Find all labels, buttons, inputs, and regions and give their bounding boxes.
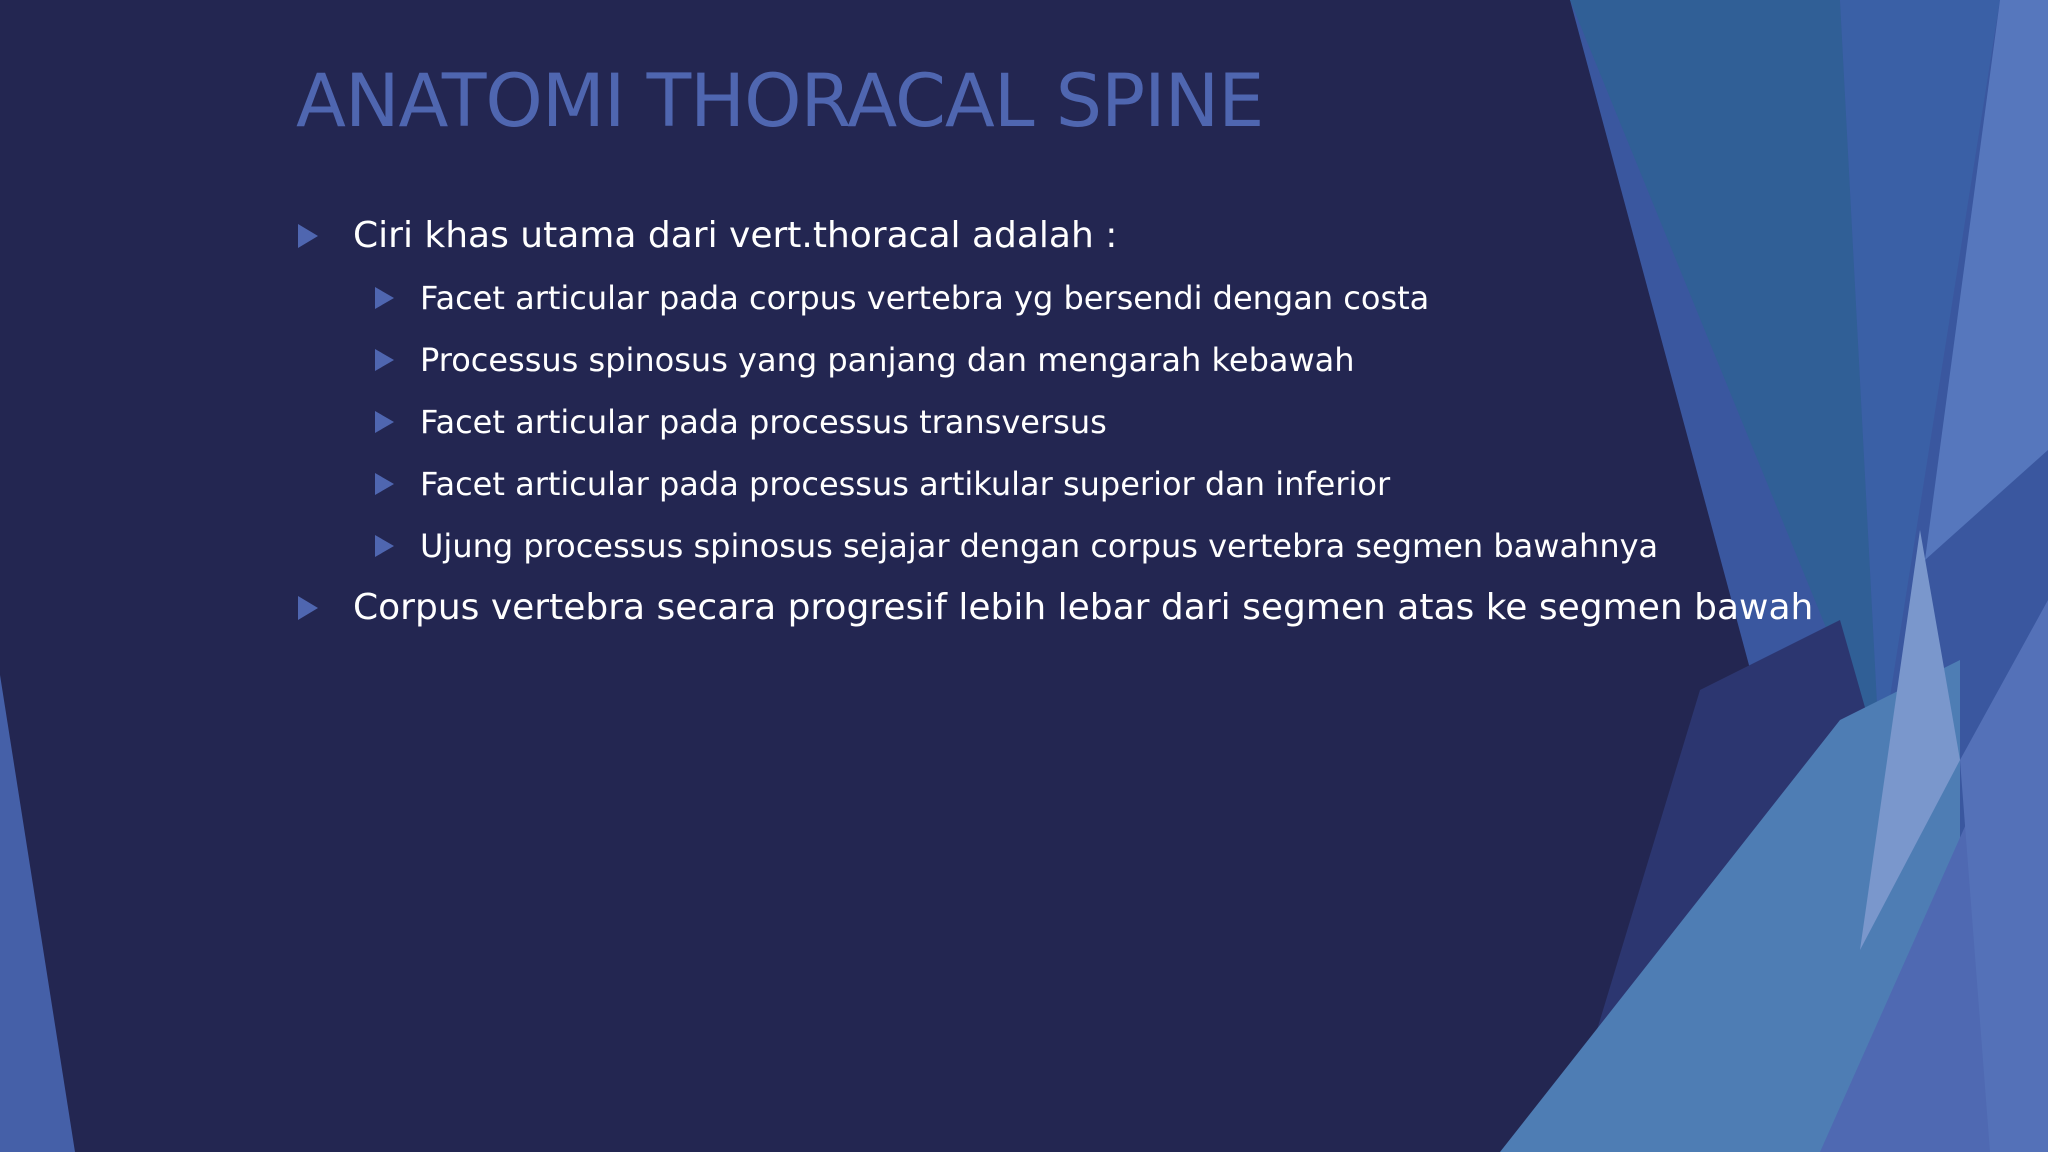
triangle-bullet-icon: [375, 535, 394, 557]
sub-bullet-item: [296, 329, 1813, 391]
sub-bullet-text: Facet articular pada processus artikular superior dan inferior: [420, 465, 1391, 503]
triangle-bullet-icon: [375, 473, 394, 495]
sub-bullet-text: Processus spinosus yang panjang dan mengarah kebawah: [420, 341, 1355, 379]
triangle-bullet-icon: [298, 596, 318, 620]
triangle-bullet-icon: [375, 349, 394, 371]
triangle-bullet-icon: [375, 287, 394, 309]
sub-bullet-text: Ujung processus spinosus sejajar dengan corpus vertebra segmen bawahnya: [420, 527, 1659, 565]
bullet-text: Ciri khas utama dari vert.thoracal adalah :: [353, 215, 1118, 256]
sub-bullet-text: Facet articular pada corpus vertebra yg bersendi dengan costa: [420, 279, 1430, 317]
sub-bullet-item: [296, 267, 1813, 329]
sub-bullet-text: Facet articular pada processus transversus: [420, 403, 1107, 441]
bullet-item: [296, 205, 1813, 267]
slide-title: ANATOMI THORACAL SPINE: [296, 59, 1264, 144]
sub-bullet-item: [296, 391, 1813, 453]
triangle-bullet-icon: [375, 411, 394, 433]
sub-bullet-item: [296, 453, 1813, 515]
left-accent-shape: [0, 675, 75, 1152]
triangle-bullet-icon: [298, 224, 318, 248]
bullet-item: [296, 577, 1813, 639]
bullet-text: Corpus vertebra secara progresif lebih lebar dari segmen atas ke segmen bawah: [353, 587, 1814, 628]
bullet-list: [296, 205, 1813, 639]
sub-bullet-item: [296, 515, 1813, 577]
